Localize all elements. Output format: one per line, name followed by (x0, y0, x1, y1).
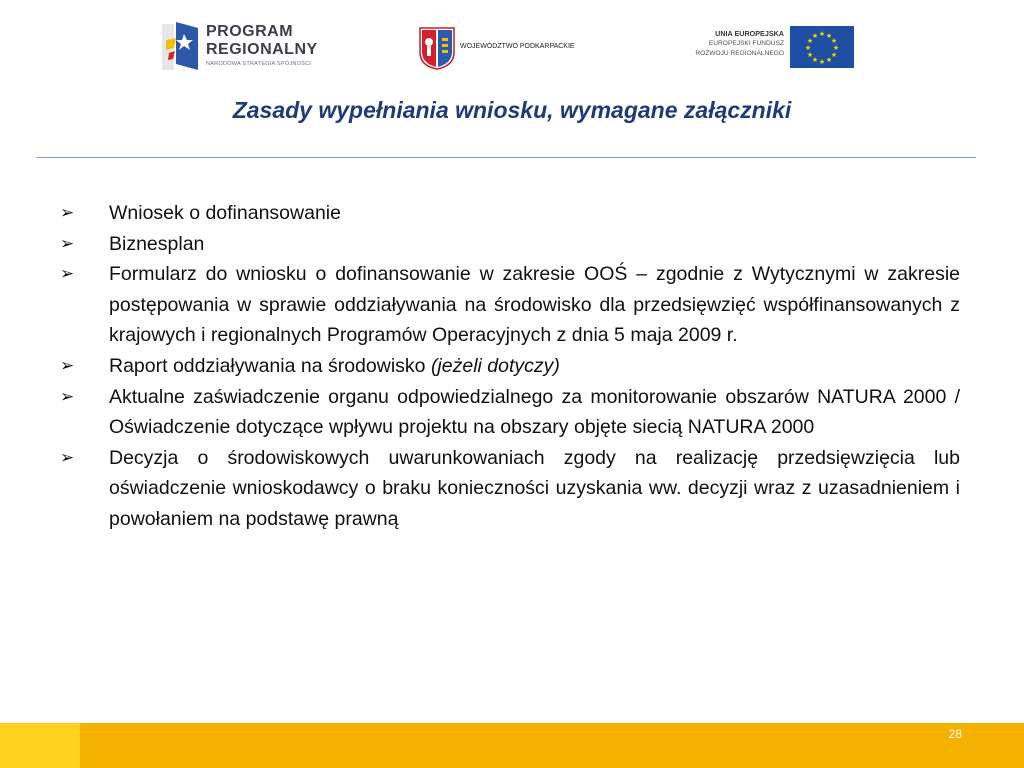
arrow-bullet-icon: ➢ (60, 386, 75, 406)
program-regionalny-logo (160, 18, 340, 76)
arrow-bullet-icon: ➢ (60, 233, 75, 253)
svg-text:★: ★ (825, 32, 833, 40)
svg-text:★: ★ (830, 37, 838, 45)
eu-logo (678, 26, 854, 70)
list-item-text: Aktualne zaświadczenie organu odpowiedzialnego za monitorowanie obszarów NATURA 2000 / Oświadczenie dotyczące wpływu projektu na obszary objęte siecią NATURA 2000 (109, 385, 960, 439)
list-item (60, 382, 960, 443)
list-item (60, 259, 960, 351)
list-item-text: Wniosek o dofinansowanie (109, 202, 341, 224)
svg-text:★: ★ (806, 51, 814, 59)
program-logo-line1: PROGRAM (206, 23, 294, 40)
eu-flag-icon (790, 26, 854, 68)
requirements-list (60, 198, 960, 535)
svg-text:★: ★ (804, 44, 812, 52)
arrow-bullet-icon: ➢ (60, 355, 75, 375)
svg-text:★: ★ (825, 56, 833, 64)
program-logo-line2: REGIONALNY (206, 41, 318, 58)
wojewodztwo-logo (418, 26, 618, 70)
eu-logo-line1: UNIA EUROPEJSKA (715, 29, 784, 38)
footer-accent-block (0, 723, 80, 768)
svg-text:★: ★ (806, 37, 814, 45)
svg-text:★: ★ (818, 30, 826, 38)
program-regionalny-emblem-icon (160, 18, 202, 74)
eu-logo-text (695, 29, 784, 59)
wojewodztwo-text: WOJEWÓDZTWO PODKARPACKIE (460, 43, 575, 50)
coat-of-arms-icon (418, 26, 456, 70)
list-item (60, 229, 960, 260)
eu-logo-line2: EUROPEJSKI FUNDUSZ (708, 40, 784, 47)
list-item-note: (jeżeli dotyczy) (430, 354, 560, 377)
list-item-text: Formularz do wniosku o dofinansowanie w zakresie OOŚ – zgodnie z Wytycznymi w zakresie postępowania w sprawie oddziaływania na środowisko dla przedsięwzięć współfinansowanych z krajowych i regionalnych Programów Operacyjnych z dnia 5 maja 2009 r. (109, 263, 960, 347)
program-logo-line3: NARODOWA STRATEGIA SPÓJNOŚCI (206, 61, 312, 67)
slide-title: Zasady wypełniania wniosku, wymagane załączniki (232, 97, 792, 123)
list-item (60, 198, 960, 229)
list-item-text: Decyzja o środowiskowych uwarunkowaniach zgody na realizację przedsięwzięcia lub oświadczenie wnioskodawcy o braku konieczności uzyskania ww. decyzji wraz z uzasadnieniem i powołaniem na podstawę prawną (109, 446, 960, 530)
svg-text:★: ★ (818, 58, 826, 66)
list-item (60, 351, 960, 382)
svg-text:★: ★ (830, 51, 838, 59)
list-item-text: Biznesplan (109, 232, 205, 255)
list-item (60, 443, 960, 535)
svg-text:★: ★ (811, 56, 819, 64)
list-item-text: Raport oddziaływania na środowisko (109, 354, 426, 377)
svg-text:★: ★ (832, 44, 840, 52)
arrow-bullet-icon: ➢ (60, 447, 75, 467)
page-number: 28 (948, 727, 962, 741)
title-divider (36, 157, 976, 158)
eu-logo-line3: ROZWOJU REGIONALNEGO (695, 50, 784, 57)
arrow-bullet-icon: ➢ (60, 264, 75, 284)
footer-bar (0, 723, 1024, 768)
content-area (60, 198, 960, 535)
arrow-bullet-icon: ➢ (60, 203, 75, 222)
svg-text:★: ★ (811, 32, 819, 40)
